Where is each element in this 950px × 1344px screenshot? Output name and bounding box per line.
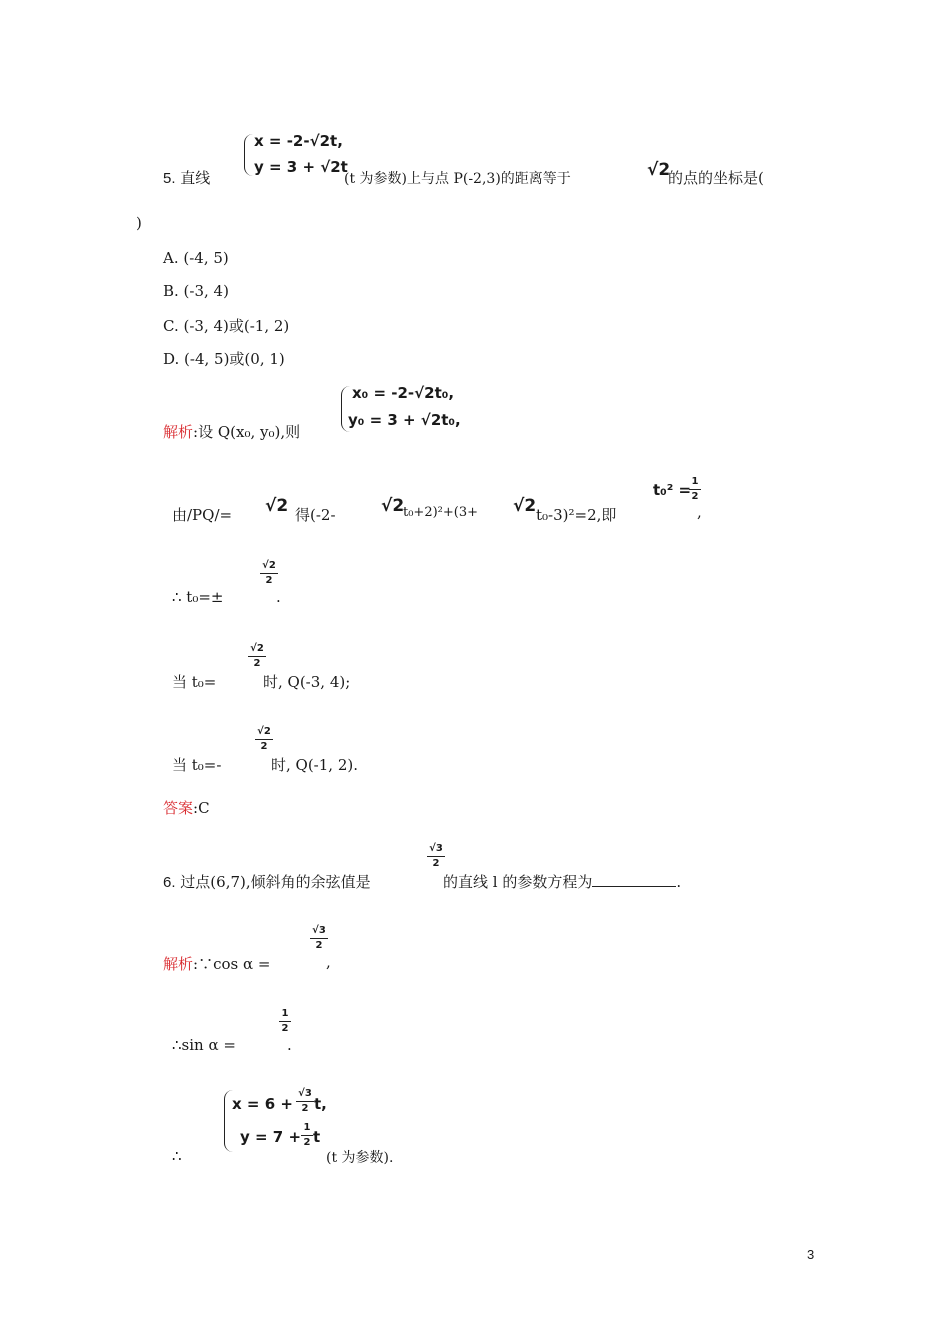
q5-suffix: 的点的坐标是( [668,169,764,187]
q6-system-x-a: x = 6 + [232,1095,293,1113]
q5-therefore-t0: ∴ t₀=± [172,588,224,606]
q5-answer-value: :C [193,799,210,817]
q6-root3-num: √3 [429,843,443,854]
q6-therefore: ∴ [172,1147,182,1165]
q5-root2-num-1: √2 [262,560,276,571]
q6-sin-fraction [279,1008,291,1035]
q6-sin-line: ∴sin α = [172,1036,236,1054]
q5-t0-squared: t₀² = [653,481,692,499]
q5-param-note: (t 为参数)上与点 P(-2,3)的距离等于 [344,171,571,187]
q5-analysis [163,421,300,442]
q6-sin-den: 2 [281,1023,289,1034]
q6-system-y-num: 1 [303,1122,311,1133]
q5-half-fraction [689,476,701,503]
q5-sqrt2: √2 [647,160,671,180]
q6-cos-comma: , [326,953,331,971]
q6-system-y-fraction [301,1122,313,1149]
q6-cos-fraction [310,925,328,952]
q6-text-b: 的直线 l 的参数方程为 [443,873,593,891]
q5-system-brace [244,134,253,176]
q5-q-system-x: x₀ = -2-√2t₀, [352,384,455,402]
q6-answer-blank[interactable] [592,872,676,887]
q6-text-a: 过点(6,7),倾斜角的余弦值是 [180,873,371,891]
q6-param-note: (t 为参数). [326,1150,394,1166]
q5-answer [163,797,210,818]
q5-root2-num-3: √2 [257,726,271,737]
q6-system-x-b: t, [314,1095,327,1113]
q5-pq-sqrt2-3: √2 [513,496,537,516]
q6-analysis-label: 解析 [163,955,194,973]
q6-system-y-a: y = 7 + [240,1128,302,1146]
q5-option-c: C. (-3, 4)或(-1, 2) [163,317,290,335]
q5-option-a: A. (-4, 5) [163,249,229,267]
q5-line [163,167,210,188]
q5-option-d: D. (-4, 5)或(0, 1) [163,350,285,368]
q6-system-y-den: 2 [303,1137,311,1148]
q5-when1-b: 时, Q(-3, 4); [263,673,351,691]
q5-period: . [276,588,281,606]
q5-half-den: 2 [691,491,699,502]
q6-line-a [163,871,371,892]
q5-pq-a: 由/PQ/= [172,506,233,524]
q5-when2-b: 时, Q(-1, 2). [271,756,358,774]
q5-pq-sqrt2-2: √2 [381,496,405,516]
q5-system-x: x = -2-√2t, [254,132,343,150]
q5-root2-fraction-1 [260,560,278,587]
q5-root2-den-3: 2 [260,741,268,752]
q5-pq-sqrt2-1: √2 [265,496,289,516]
q6-cos-den: 2 [315,940,323,951]
q5-root2-den-1: 2 [265,575,273,586]
q5-option-b: B. (-3, 4) [163,282,229,300]
page-number: 3 [807,1247,815,1262]
q5-close-paren: ) [136,214,142,232]
q6-cos-line: :∵cos α = [193,955,271,973]
q5-pq-c: 得(-2- [295,506,336,524]
q6-system-x-den: 2 [301,1103,309,1114]
q6-system-y-b: t [313,1128,321,1146]
q5-pq-e: t₀+2)²+(3+ [403,505,479,520]
q6-system-x-fraction [296,1088,314,1115]
q6-cos-num: √3 [312,925,326,936]
q6-sin-period: . [287,1036,292,1054]
q5-analysis-label: 解析 [163,423,194,441]
q5-root2-den-2: 2 [253,658,261,669]
q5-when1-a: 当 t₀= [172,673,217,691]
q6-root3-den: 2 [432,858,440,869]
q5-root2-fraction-3 [255,726,273,753]
q6-number: 6. [163,874,176,891]
q5-root2-fraction-2 [248,643,266,670]
q6-root3-fraction [427,843,445,870]
q5-half-num: 1 [691,476,699,487]
q5-analysis-intro: :设 Q(x₀, y₀),则 [193,423,301,441]
q5-answer-label: 答案 [163,799,194,817]
q6-sin-num: 1 [281,1008,289,1019]
q5-comma: , [697,503,702,521]
q5-system-y: y = 3 + √2t [254,158,348,176]
q5-prefix: 直线 [180,169,211,187]
q6-line-b [443,871,681,892]
q6-analysis [163,953,270,974]
q5-when2-a: 当 t₀=- [172,756,222,774]
q6-text-c: . [676,873,682,891]
q5-number: 5. [163,170,176,187]
q5-root2-num-2: √2 [250,643,264,654]
q6-system-x-num: √3 [298,1088,312,1099]
q5-q-system-y: y₀ = 3 + √2t₀, [348,411,461,429]
q5-pq-g: t₀-3)²=2,即 [536,506,617,524]
